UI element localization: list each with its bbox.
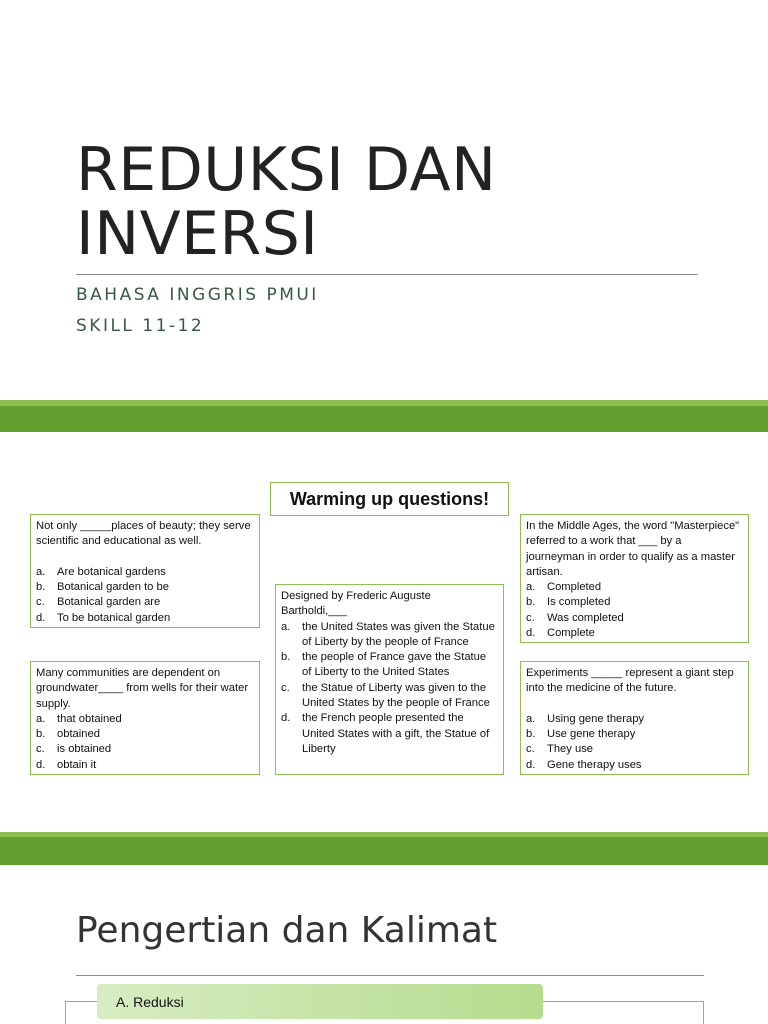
- question-stem: Not only _____places of beauty; they serve scientific and educational as well.: [36, 520, 251, 548]
- option-item: c. is obtained: [36, 743, 112, 756]
- question-box-3: [275, 584, 504, 775]
- slide-title: [76, 135, 497, 269]
- option-item: a. Are botanical gardens: [36, 565, 166, 578]
- option-item: c. Botanical garden are: [36, 596, 161, 609]
- question-stem: Many communities are dependent on groundwater____ from wells for their water supply.: [36, 667, 249, 710]
- option-item: b. Use gene therapy: [526, 728, 636, 741]
- option-list: [526, 580, 743, 641]
- warming-up-heading: Warming up questions!: [270, 482, 509, 516]
- option-item: b. Botanical garden to be: [36, 581, 169, 594]
- option-list: [281, 620, 498, 758]
- option-item: c. the Statue of Liberty was given to the United States by the people of France: [281, 681, 490, 710]
- question-box-1: [30, 514, 260, 628]
- option-item: a. that obtained: [36, 712, 122, 725]
- slide-title-line2: INVERSI: [76, 199, 319, 269]
- option-item: d. Gene therapy uses: [526, 758, 642, 771]
- option-item: b. Is completed: [526, 596, 611, 609]
- option-list: [526, 712, 743, 773]
- option-item: c. Was completed: [526, 611, 624, 624]
- slide-subtitle-skill: SKILL 11-12: [76, 316, 205, 336]
- option-list: [36, 712, 254, 773]
- section-title: Pengertian dan Kalimat: [76, 910, 498, 951]
- title-slide: [0, 0, 768, 400]
- slide-separator-2: [0, 837, 768, 865]
- question-box-4: [520, 514, 749, 643]
- option-item: a. Completed: [526, 581, 602, 594]
- slide-title-line1: REDUKSI DAN: [76, 135, 497, 205]
- slide-subtitle-course: BAHASA INGGRIS PMUI: [76, 285, 319, 305]
- option-item: a. Using gene therapy: [526, 712, 645, 725]
- option-item: d. the French people presented the United States with a gift, the Statue of Liberty: [281, 712, 490, 755]
- question-box-2: [30, 661, 260, 775]
- section-divider: [76, 975, 704, 976]
- question-stem: In the Middle Ages, the word "Masterpiece" referred to a work that ___ by a journeyman in order to qualify as a master artisan.: [526, 520, 740, 578]
- option-item: a. the United States was given the Statue of Liberty by the people of France: [281, 620, 495, 648]
- option-item: b. obtained: [36, 728, 100, 741]
- option-list: [36, 565, 254, 626]
- option-item: b. the people of France gave the Statue of Liberty to the United States: [281, 651, 487, 679]
- question-stem: Experiments _____ represent a giant step into the medicine of the future.: [526, 667, 734, 695]
- question-box-5: [520, 661, 749, 775]
- title-divider: [76, 274, 698, 275]
- content-card-label: A. Reduksi: [97, 984, 543, 1019]
- question-stem: Designed by Frederic Auguste Bartholdi,___: [281, 590, 431, 618]
- option-item: d. obtain it: [36, 758, 97, 771]
- option-item: d. Complete: [526, 627, 595, 640]
- slide-separator-1: [0, 406, 768, 432]
- option-item: c. They use: [526, 743, 594, 756]
- option-item: d. To be botanical garden: [36, 611, 171, 624]
